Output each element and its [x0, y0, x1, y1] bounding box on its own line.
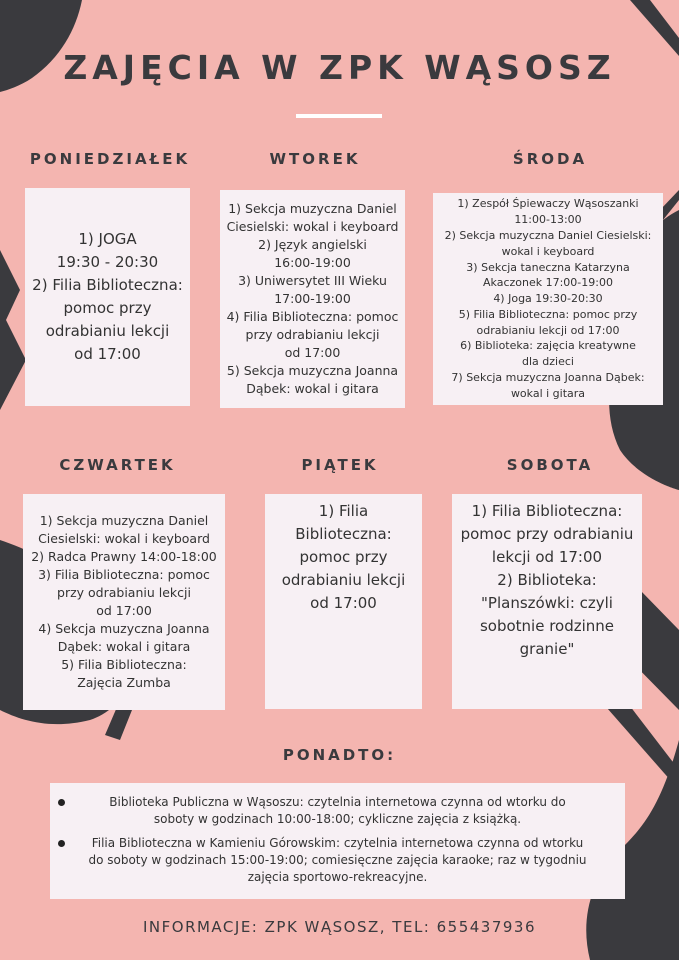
- ponadto-item: [60, 794, 615, 828]
- schedule-line: 6) Biblioteka: zajęcia kreatywne: [460, 339, 636, 353]
- schedule-line: 4) Joga 19:30-20:30: [493, 292, 603, 306]
- ponadto-line: do soboty w godzinach 15:00-19:00; comiesięczne zajęcia karaoke; raz w tygodniu: [88, 853, 587, 867]
- schedule-line: od 17:00: [74, 345, 141, 363]
- schedule-line: 5) Filia Biblioteczna: pomoc przy: [458, 307, 638, 321]
- card-tuesday: [220, 190, 405, 408]
- schedule-line: 2) Biblioteka:: [497, 571, 597, 589]
- schedule-line: odrabianiu lekcji: [281, 571, 406, 589]
- schedule-line: przy odrabianiu lekcji: [57, 585, 191, 600]
- ponadto-line: Filia Biblioteczna w Kamieniu Górowskim: czytelnia internetowa czynna od wtorku: [91, 836, 584, 850]
- schedule-line: 16:00-19:00: [274, 255, 351, 270]
- schedule-line: sobotnie rodzinne: [479, 617, 615, 635]
- footer-contact: INFORMACJE: ZPK WĄSOSZ, TEL: 655437936: [142, 918, 537, 936]
- schedule-line: 2) Filia Biblioteczna:: [32, 276, 183, 294]
- schedule-line: pomoc przy: [63, 299, 152, 317]
- heading-tuesday: WTOREK: [269, 150, 361, 168]
- ponadto-heading: PONADTO:: [282, 746, 397, 764]
- schedule-line: pomoc przy: [299, 548, 388, 566]
- card-monday: [25, 188, 190, 406]
- schedule-line: od 17:00: [96, 603, 152, 618]
- card-wednesday: [433, 193, 663, 405]
- schedule-line: 4) Filia Biblioteczna: pomoc: [226, 309, 399, 324]
- schedule-line: Dąbek: wokal i gitara: [246, 381, 379, 396]
- schedule-line: od 17:00: [310, 594, 377, 612]
- schedule-line: 2) Sekcja muzyczna Daniel Ciesielski:: [444, 228, 652, 242]
- schedule-line: wokal i keyboard: [501, 244, 595, 258]
- schedule-line: lekcji od 17:00: [491, 548, 603, 566]
- heading-monday: PONIEDZIAŁEK: [29, 150, 191, 168]
- ponadto-line: Biblioteka Publiczna w Wąsoszu: czytelnia internetowa czynna od wtorku do: [109, 795, 566, 809]
- schedule-line: Ciesielski: wokal i keyboard: [38, 531, 210, 546]
- schedule-line: "Planszówki: czyli: [481, 594, 613, 612]
- schedule-line: 19:30 - 20:30: [56, 253, 159, 271]
- schedule-line: 3) Uniwersytet III Wieku: [238, 273, 387, 288]
- page-title: ZAJĘCIA W ZPK WĄSOSZ: [63, 48, 616, 87]
- ponadto-card: [50, 783, 625, 899]
- title-underline: [296, 114, 382, 118]
- schedule-line: 4) Sekcja muzyczna Joanna: [38, 621, 210, 636]
- card-thursday: [23, 494, 225, 710]
- schedule-line: 1) Sekcja muzyczna Daniel: [228, 201, 397, 216]
- ponadto-item: [60, 835, 615, 886]
- schedule-line: 7) Sekcja muzyczna Joanna Dąbek:: [451, 371, 645, 385]
- schedule-line: Ciesielski: wokal i keyboard: [226, 219, 399, 234]
- heading-friday: PIĄTEK: [301, 456, 379, 474]
- schedule-line: 5) Sekcja muzyczna Joanna: [226, 363, 399, 378]
- schedule-line: od 17:00: [284, 345, 341, 360]
- schedule-line: pomoc przy odrabianiu: [460, 525, 634, 543]
- ponadto-line: soboty w godzinach 10:00-18:00; cykliczne zajęcia z książką.: [153, 812, 522, 826]
- schedule-line: 17:00-19:00: [274, 291, 351, 306]
- schedule-line: granie": [519, 640, 575, 658]
- ponadto-line: zajęcia sportowo-rekreacyjne.: [247, 870, 428, 884]
- schedule-line: odrabianiu lekcji: [45, 322, 170, 340]
- schedule-line: 1) Zespół Śpiewaczy Wąsoszanki: [457, 197, 639, 211]
- schedule-line: 1) Filia Biblioteczna:: [471, 502, 623, 520]
- schedule-line: 2) Język angielski: [258, 237, 367, 252]
- card-saturday: [452, 494, 642, 709]
- schedule-line: 1) Sekcja muzyczna Daniel: [39, 513, 209, 528]
- schedule-line: Biblioteczna:: [295, 525, 392, 543]
- schedule-line: 5) Filia Biblioteczna:: [61, 657, 187, 672]
- schedule-line: odrabianiu lekcji od 17:00: [476, 323, 620, 337]
- heading-saturday: SOBOTA: [506, 456, 594, 474]
- schedule-line: 1) JOGA: [78, 230, 137, 248]
- schedule-line: 3) Filia Biblioteczna: pomoc: [38, 567, 210, 582]
- schedule-line: Dąbek: wokal i gitara: [57, 639, 191, 654]
- schedule-line: 3) Sekcja taneczna Katarzyna: [466, 260, 630, 274]
- schedule-line: dla dzieci: [522, 355, 574, 369]
- card-friday: [265, 494, 422, 709]
- schedule-line: 11:00-13:00: [514, 213, 582, 227]
- heading-wednesday: ŚRODA: [512, 150, 588, 168]
- schedule-line: przy odrabianiu lekcji: [245, 327, 380, 342]
- heading-thursday: CZWARTEK: [59, 456, 176, 474]
- schedule-line: Zajęcia Zumba: [77, 675, 171, 690]
- schedule-line: 1) Filia: [318, 502, 369, 520]
- schedule-line: 2) Radca Prawny 14:00-18:00: [31, 549, 217, 564]
- schedule-line: wokal i gitara: [510, 386, 586, 400]
- schedule-line: Akaczonek 17:00-19:00: [483, 276, 613, 290]
